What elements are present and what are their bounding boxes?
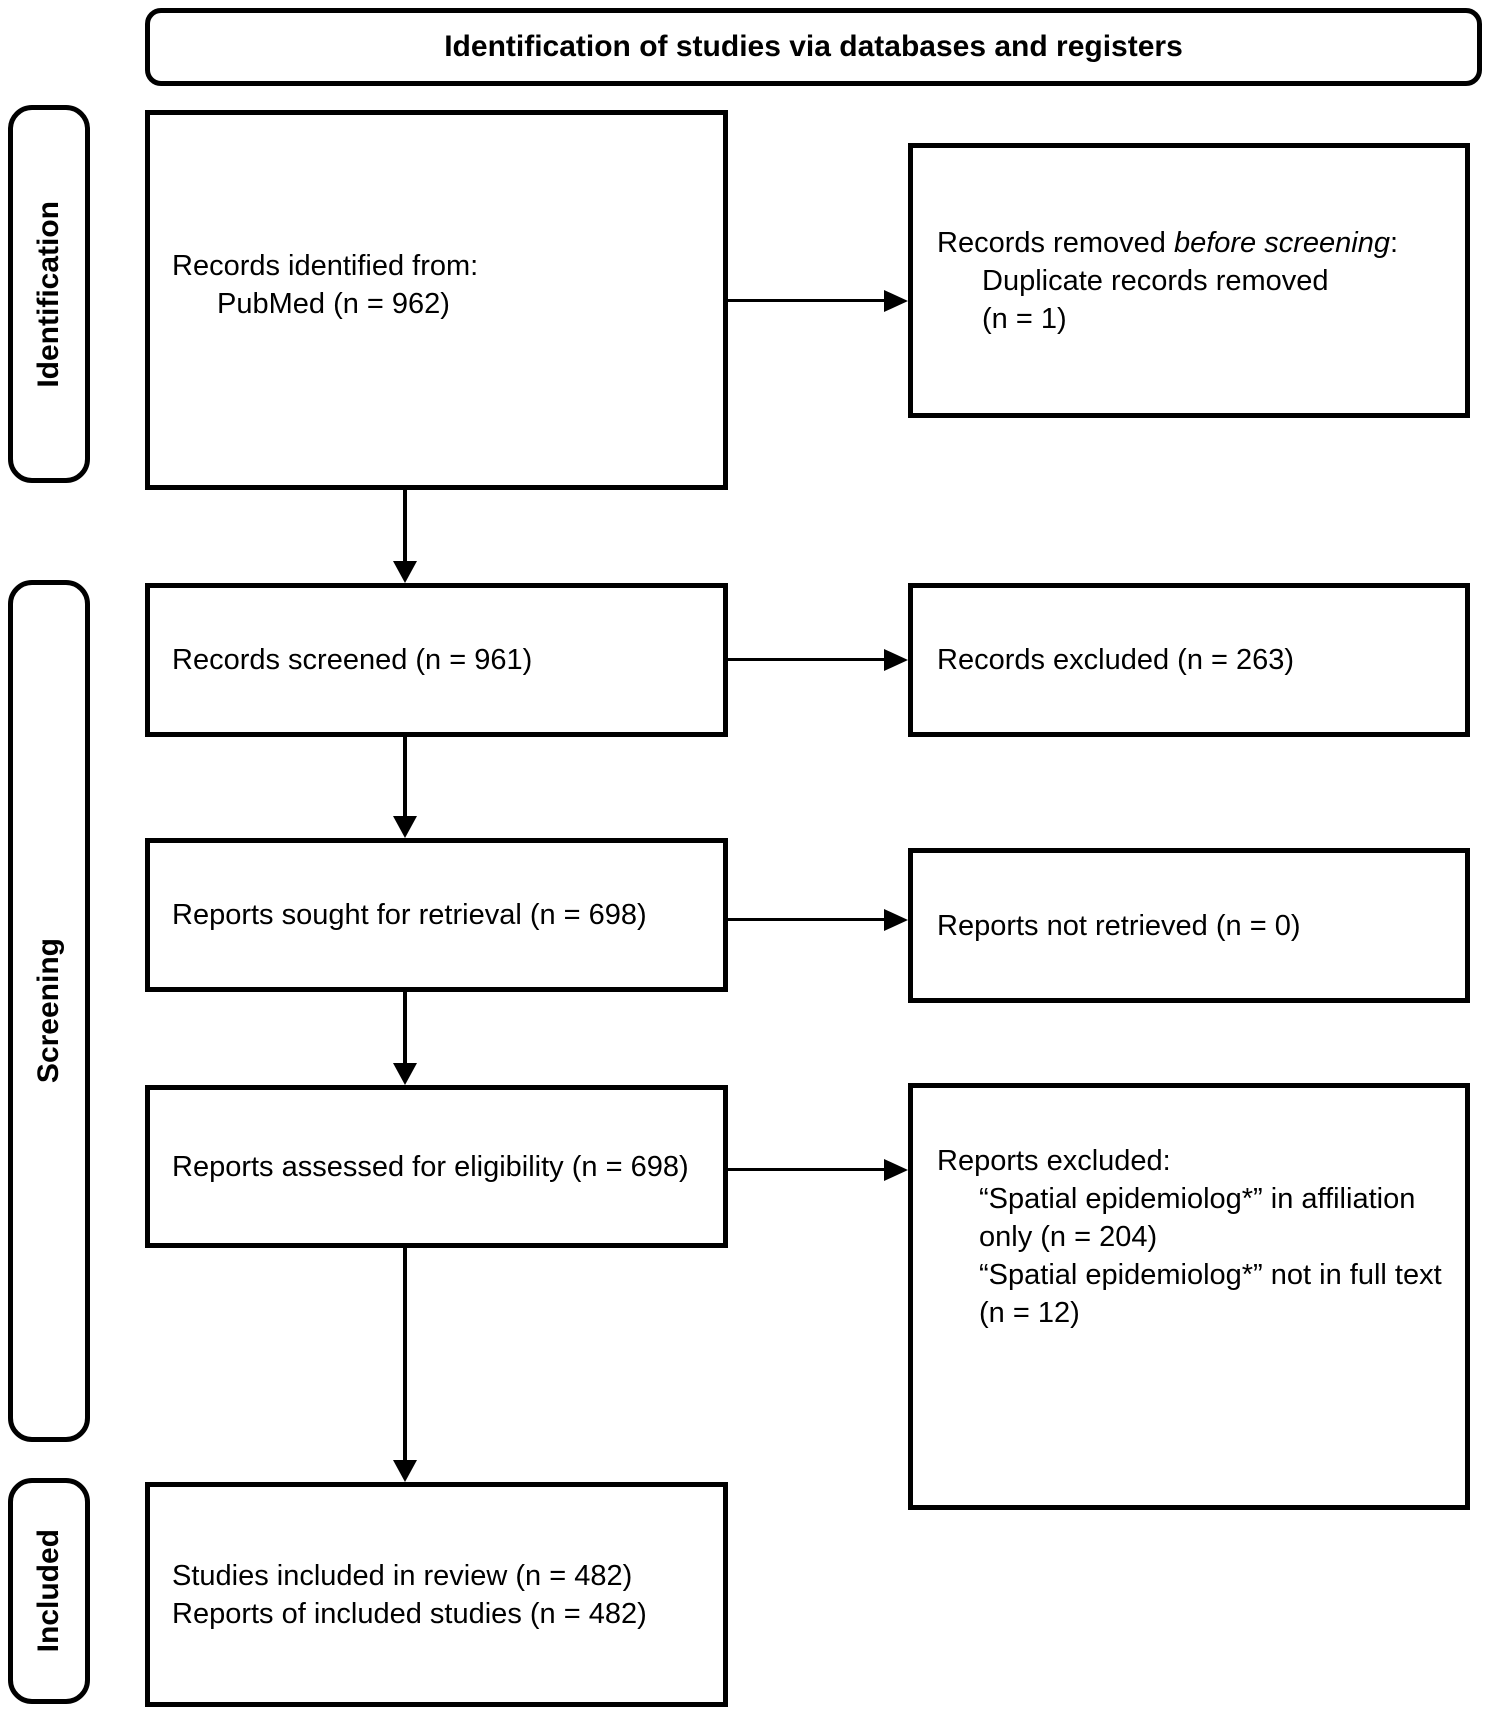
- stage-label-screening: [8, 580, 90, 1442]
- records-removed-line2: Duplicate records removed: [982, 264, 1329, 297]
- studies-included-line1: Studies included in review (n = 482): [172, 1559, 633, 1592]
- arrow-head: [393, 1063, 417, 1085]
- arrow-shaft: [728, 299, 884, 302]
- arrow-head: [884, 649, 908, 671]
- box-reports-excluded: [908, 1083, 1470, 1510]
- arrow-head: [393, 1460, 417, 1482]
- box-records-screened: [145, 583, 728, 737]
- stage-label-screening-text: Screening: [32, 938, 65, 1084]
- arrow-shaft: [403, 992, 407, 1065]
- records-removed-line3: (n = 1): [982, 302, 1067, 335]
- box-reports-not-retrieved: [908, 848, 1470, 1003]
- arrow-shaft: [403, 1248, 407, 1462]
- reports-sought-text: Reports sought for retrieval (n = 698): [172, 899, 647, 931]
- arrow-head: [884, 1159, 908, 1181]
- box-studies-included: [145, 1482, 728, 1707]
- arrow-shaft: [728, 1168, 884, 1171]
- box-reports-sought: [145, 838, 728, 992]
- reports-excluded-item-1: “Spatial epidemiolog*” in affiliation only (n = 204): [979, 1182, 1416, 1253]
- diagram-header-title: Identification of studies via databases and registers: [444, 30, 1183, 63]
- diagram-header: [145, 8, 1482, 86]
- stage-label-included-text: Included: [32, 1529, 65, 1653]
- box-records-removed: [908, 143, 1470, 418]
- records-removed-line1-suffix: :: [1389, 226, 1399, 259]
- studies-included-line2: Reports of included studies (n = 482): [172, 1597, 647, 1630]
- arrow-head: [884, 909, 908, 931]
- arrow-shaft: [728, 918, 884, 921]
- records-identified-line1: Records identified from:: [172, 250, 479, 282]
- arrow-head: [393, 816, 417, 838]
- stage-label-identification-text: Identification: [32, 200, 65, 388]
- reports-excluded-item-2: “Spatial epidemiolog*” not in full text (n = 12): [979, 1258, 1442, 1329]
- reports-excluded-title: Reports excluded:: [937, 1144, 1171, 1177]
- box-reports-assessed: [145, 1085, 728, 1248]
- arrow-shaft: [403, 490, 407, 563]
- arrow-head: [884, 290, 908, 312]
- reports-not-retrieved-text: Reports not retrieved (n = 0): [937, 909, 1301, 942]
- records-removed-line1-prefix: Records removed: [937, 226, 1174, 259]
- records-removed-line1-italic: before screening: [1173, 226, 1390, 259]
- records-identified-line2: PubMed (n = 962): [217, 288, 450, 320]
- records-excluded-text: Records excluded (n = 263): [937, 644, 1295, 676]
- records-removed-line1: [937, 224, 1461, 262]
- arrow-head: [393, 561, 417, 583]
- arrow-shaft: [728, 658, 884, 661]
- stage-label-included: [8, 1478, 90, 1704]
- stage-label-identification: [8, 105, 90, 483]
- box-records-identified: [145, 110, 728, 490]
- arrow-shaft: [403, 737, 407, 818]
- records-screened-text: Records screened (n = 961): [172, 644, 533, 676]
- reports-assessed-text: Reports assessed for eligibility (n = 698): [172, 1150, 689, 1183]
- box-records-excluded: [908, 583, 1470, 737]
